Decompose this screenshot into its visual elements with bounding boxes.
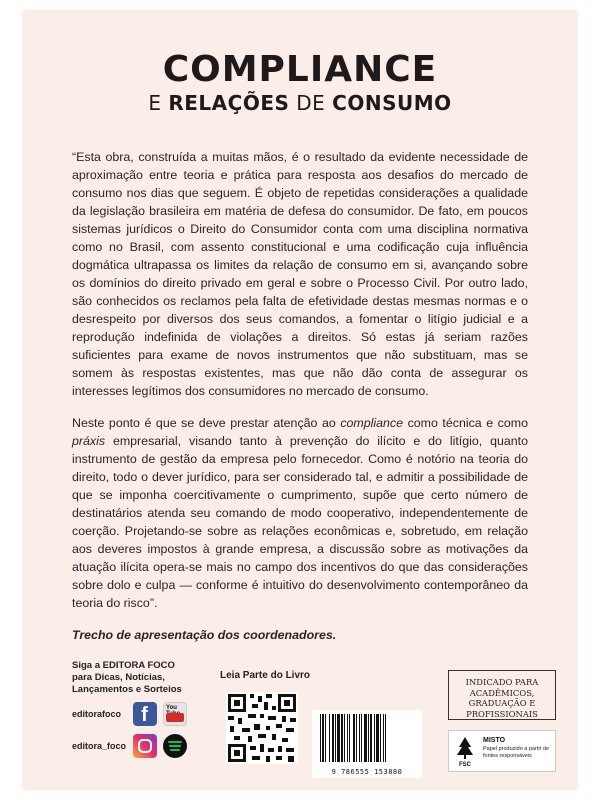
barcode-bar (364, 714, 367, 762)
barcode-bar (329, 714, 330, 762)
instagram-icon[interactable] (133, 734, 157, 758)
back-cover (22, 10, 578, 790)
barcode-bar (320, 714, 321, 762)
recommended-line-3: GRADUAÇÃO E (468, 698, 536, 708)
fsc-logo-text: FSC (459, 762, 471, 767)
subtitle-relacoes: RELAÇÕES (168, 91, 290, 115)
barcode-bar (349, 714, 350, 762)
facebook-icon[interactable]: f (133, 702, 157, 726)
subtitle-de: DE (289, 91, 333, 115)
signature: Trecho de apresentação dos coordenadores. (72, 628, 337, 642)
book-title (22, 50, 578, 116)
barcode-bar (359, 714, 360, 762)
barcode-bar (341, 714, 343, 762)
barcode-bar (332, 714, 334, 762)
barcode-bar (374, 714, 375, 762)
fsc-tree-icon (455, 735, 475, 767)
synopsis-paragraph-2 (72, 414, 528, 612)
recommended-line-1: INDICADO PARA (465, 677, 539, 687)
barcode-bar (361, 714, 362, 762)
barcode-bar (385, 714, 386, 762)
social-row-2 (72, 734, 191, 758)
fsc-description: Papel produzido a partir de fontes responsáveis (483, 746, 550, 759)
barcode-bar (347, 714, 348, 762)
handle-editorafoco: editorafoco (72, 709, 122, 719)
follow-text: Siga a EDITORA FOCO para Dicas, Notícias, Lançamentos e Sorteios (72, 660, 182, 695)
barcode-bar (353, 714, 355, 762)
read-excerpt-label: Leia Parte do Livro (220, 670, 311, 681)
qr-code[interactable] (226, 692, 298, 764)
barcode-bar (322, 714, 324, 762)
fsc-misto: MISTO (483, 737, 506, 744)
p2-text-a: Neste ponto é que se deve prestar atenção ao (72, 416, 341, 430)
barcode-bar (376, 714, 379, 762)
youtube-text: You (166, 705, 177, 711)
barcode-bar (380, 714, 381, 762)
p2-text-b: como técnica e como (403, 416, 528, 430)
synopsis (72, 148, 528, 644)
barcode-bar (337, 714, 340, 762)
fsc-label (448, 730, 556, 772)
p2-text-c: empresarial, visando tanto à prevenção do ilícito e do litígio, quanto instrumento de gestão da empresa pelo fornecedor. Como é notório na teoria do direito, todo o dever jurídico, para ser considerado tal, e admitir a possibilidade de que se imponha coercitivamente o cumprimento, supõe que certo número de destinatários atenda seu comando de modo cooperativo, independentemente de coerção. Projetando-se sobre as relações econômicas e, sobretudo, em relação aos deveres impostos à grande empresa, a discussão sobre as motivações da atuação ilícita opera-se mais no campo dos incentivos do que das considerações sobre dolo e culpa — conforme é intuitivo do desenvolvimento contemporâneo da teoria do risco”. (72, 434, 528, 610)
p2-praxis: práxis (72, 434, 106, 448)
subtitle-consumo: CONSUMO (332, 91, 452, 115)
isbn-number: 9 786555 153880 (331, 768, 403, 776)
recommended-line-2: ACADÊMICOS, (469, 687, 535, 698)
youtube-icon[interactable] (163, 702, 187, 726)
barcode-bar (335, 714, 336, 762)
barcode-bar (370, 714, 372, 762)
spotify-icon[interactable] (163, 734, 187, 758)
subtitle-e: E (148, 91, 169, 115)
barcode-bar (356, 714, 357, 762)
p2-compliance: compliance (340, 416, 404, 430)
title-subtitle (22, 90, 578, 116)
barcode-bar (344, 714, 345, 762)
recommended-badge (448, 670, 556, 720)
title-main: COMPLIANCE (162, 49, 438, 90)
recommended-line-4: PROFISSIONAIS (466, 708, 538, 719)
barcode (312, 710, 422, 778)
barcode-bar (368, 714, 369, 762)
barcode-bar (325, 714, 326, 762)
handle-editora-foco: editora_foco (72, 741, 127, 751)
synopsis-paragraph-1: “Esta obra, construída a muitas mãos, é o resultado da evidente necessidade de aproximação entre teoria e prática para resposta aos desafios do mercado de consumo nos dias que seguem. É objeto de repetidas considerações a qualidade da legislação brasileira em matéria de defesa do consumidor. De fato, em poucos sistemas jurídicos o Direito do Consumidor conta com uma disciplina normativa como no Brasil, com assento constitucional e uma codificação cuja influência dogmática ultrapassa os limites da relação de consumo em si, avançando sobre os domínios do direito privado em geral e sobre o Processo Civil. Por outro lado, são conhecidos os reclamos pela falta de efetividade destas mesmas normas e o desrespeito por diversos dos seus comandos, a fomentar o litígio judicial e a reprodução indefinida de violações a direitos. Só estas já seriam razões suficientes para exame de novos instrumentos que não substituam, mas se somem às respostas existentes, mas que não dão conta de assegurar os interesses legítimos dos consumidores no mercado de consumo. (72, 150, 528, 398)
social-row-1 (72, 702, 191, 726)
barcode-bar (383, 714, 384, 762)
